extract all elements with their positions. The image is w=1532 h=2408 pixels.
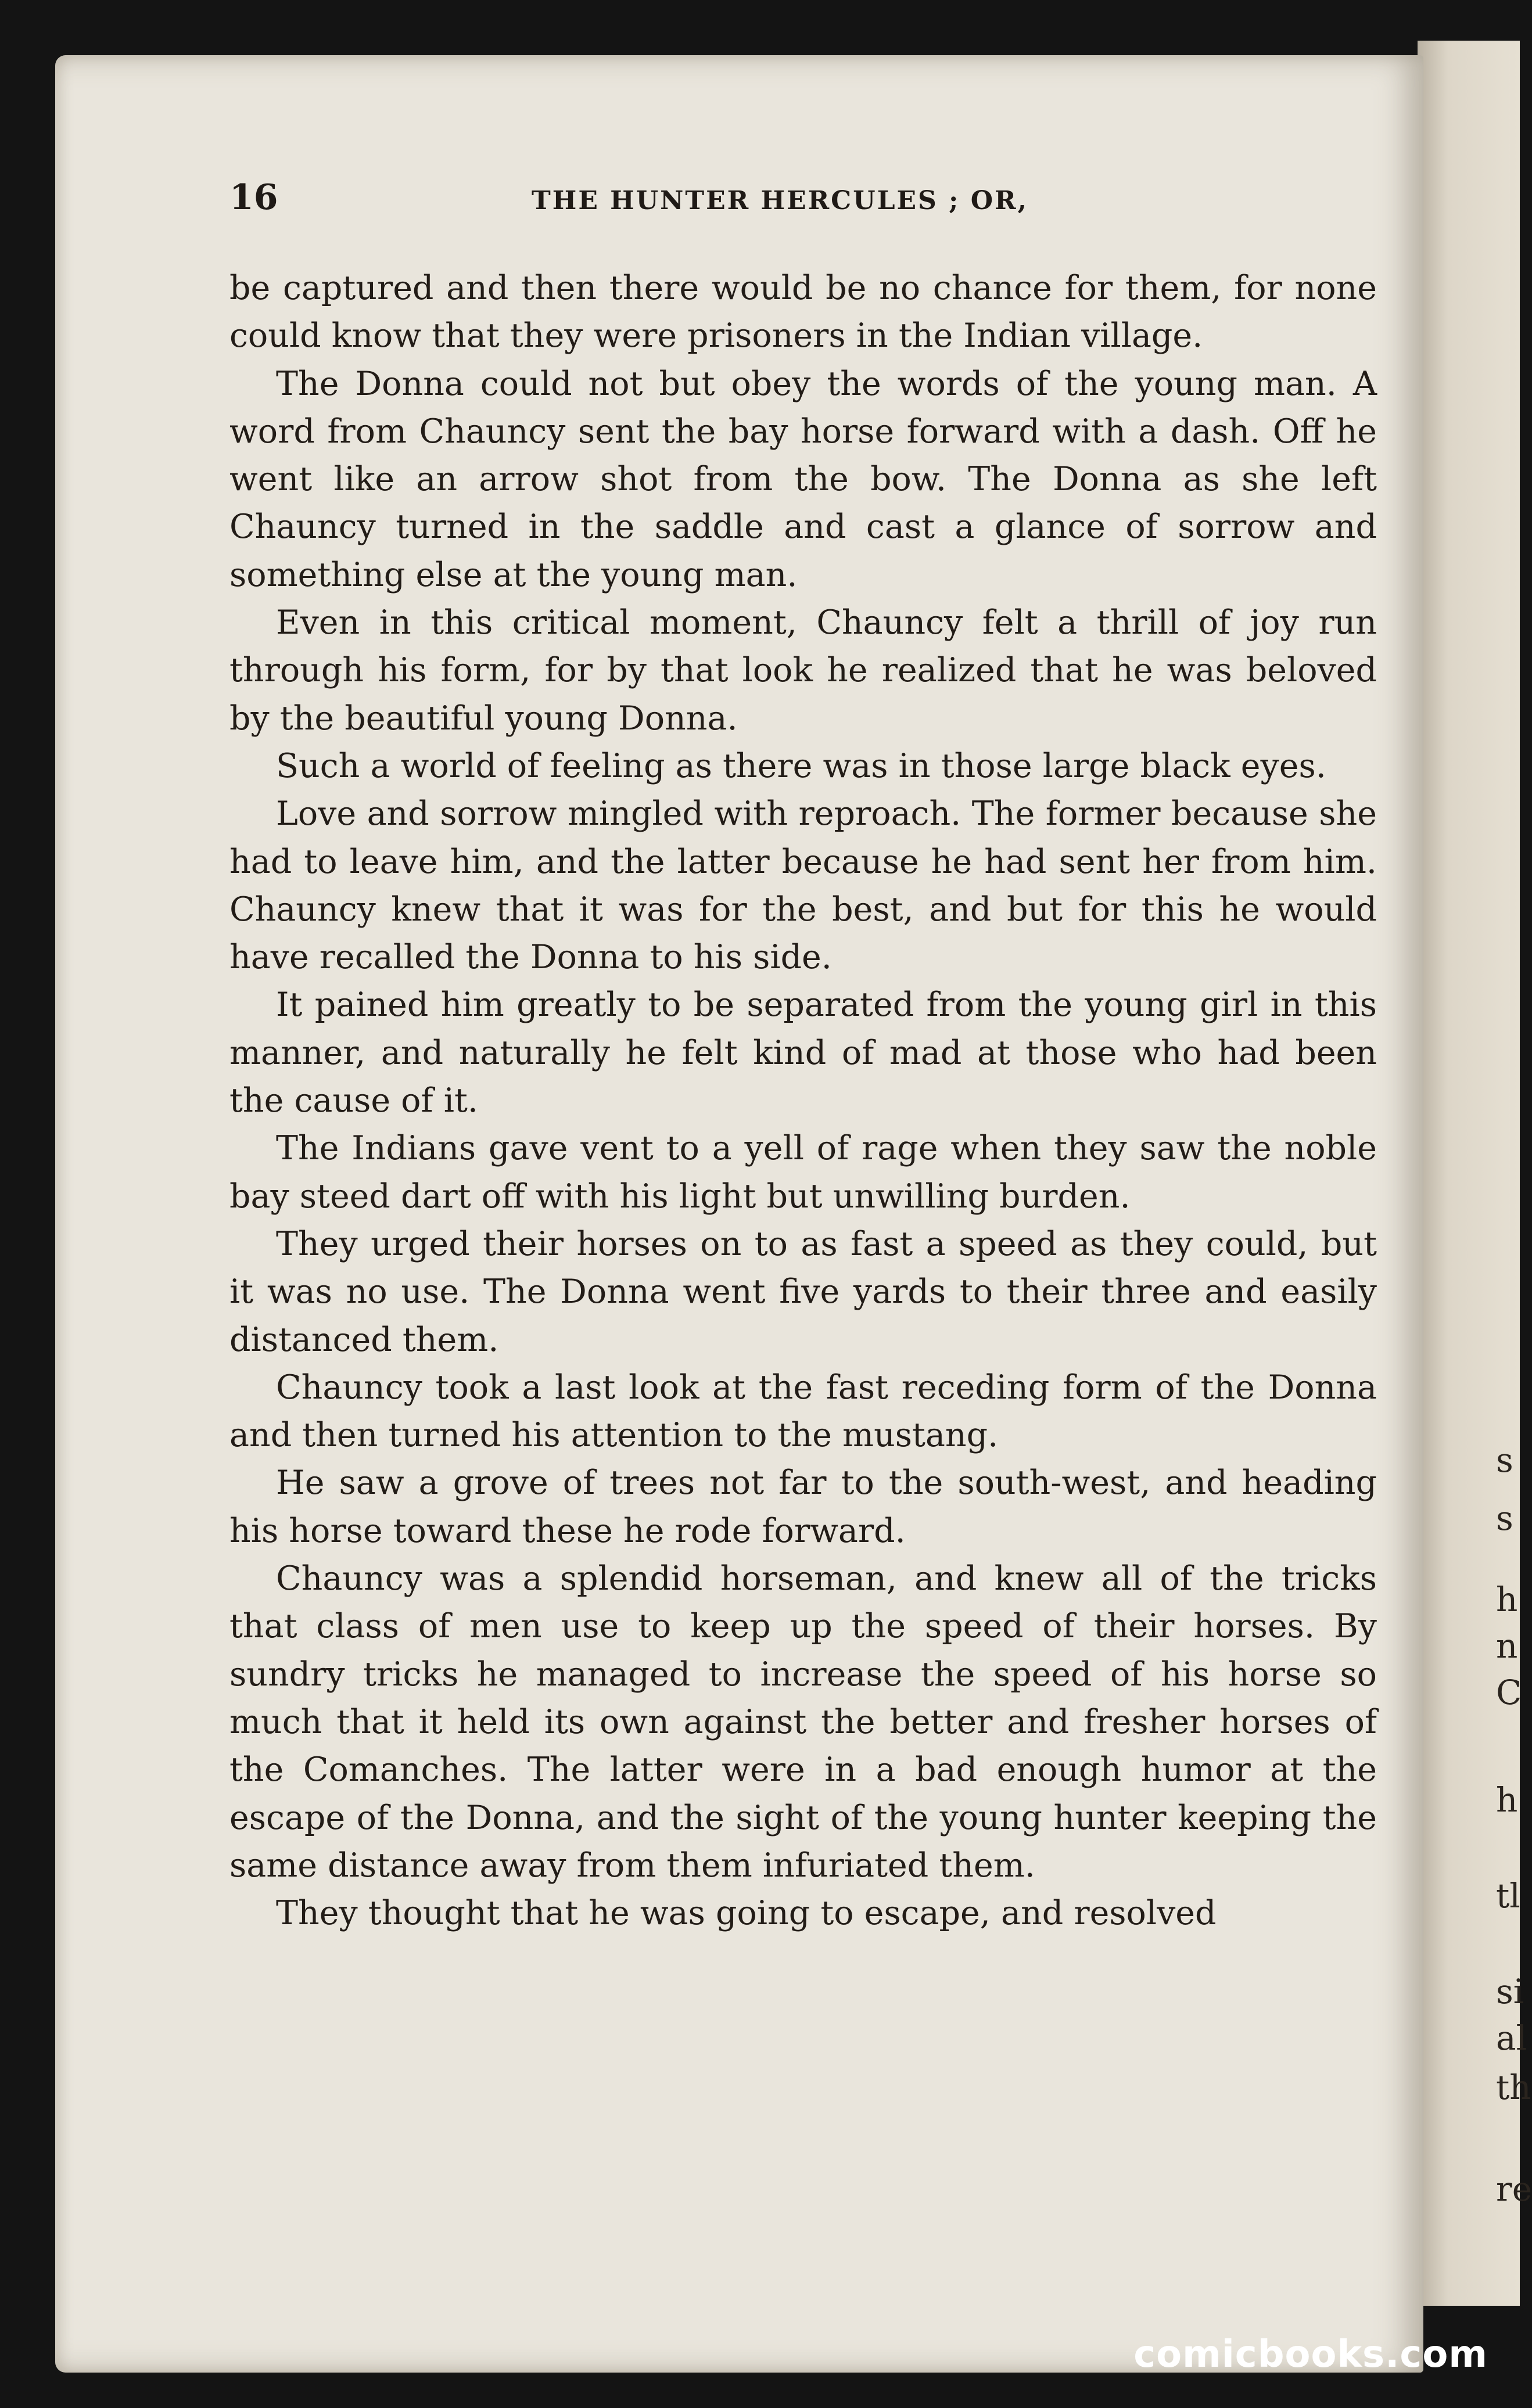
next-page-fragment: s (1496, 1498, 1513, 1538)
page-content (229, 177, 1426, 1937)
paragraph: The Donna could not but obey the words of the young man. A word from Chauncy sent the bay horse forward with a dash. Off he went like an arrow shot from the bow. The Donna as she left Chauncy turned in the saddle and cast a glance of sorrow and something else at the young man. (229, 364, 1377, 594)
next-page-fragment: h (1496, 1580, 1518, 1619)
paragraph: They urged their horses on to as fast a speed as they could, but it was no use. The Donna went five yards to their three and easily distanced them. (229, 1224, 1377, 1359)
paragraph: The Indians gave vent to a yell of rage when they saw the noble bay steed dart off with his light but unwilling burden. (229, 1129, 1377, 1216)
paragraph: He saw a grove of trees not far to the south-west, and heading his horse toward these he rode forward. (229, 1464, 1377, 1550)
next-page-fragment: al (1496, 2018, 1527, 2058)
paragraph: Even in this critical moment, Chauncy felt a thrill of joy run through his form, for by that look he realized that he was beloved by the beautiful young Donna. (229, 603, 1377, 738)
paragraph: They thought that he was going to escape, and resolved (276, 1894, 1217, 1933)
paragraph: Chauncy took a last look at the fast receding form of the Donna and then turned his attention to the mustang. (229, 1368, 1377, 1455)
running-head-title: THE HUNTER HERCULES ; OR, (532, 186, 1028, 215)
next-page-fragment: re (1496, 2169, 1532, 2209)
next-page-fragment: s (1496, 1440, 1513, 1480)
paragraph: Chauncy was a splendid horseman, and knew all of the tricks that class of men use to keep up the speed of their horses. By sundry tricks he managed to increase the speed of his horse so much that it held its own against the better and fresher horses of the Comanches. The latter were in a bad enough humor at the escape of the Donna, and the sight of the young hunter keeping the same distance away from them infuriated them. (229, 1559, 1377, 1885)
next-page-fragment: n (1496, 1626, 1518, 1666)
body-text (229, 264, 1377, 1937)
next-page-fragment: C (1496, 1673, 1522, 1712)
next-page-fragment: tl (1496, 1876, 1520, 1915)
paragraph: Such a world of feeling as there was in those large black eyes. (276, 746, 1326, 785)
next-page-fragment: si (1496, 1972, 1524, 2011)
next-page-fragment: th (1496, 2068, 1531, 2107)
site-watermark: comicbooks.com (1133, 2333, 1488, 2376)
paragraph: Love and sorrow mingled with reproach. The former because she had to leave him, and the latter because he had sent her from him. Chauncy knew that it was for the best, and but for this he would have recalled the Donna to his side. (229, 795, 1377, 977)
running-head (229, 177, 1426, 235)
next-page-fragment: h (1496, 1780, 1518, 1820)
book-page (55, 55, 1423, 2373)
paragraph: be captured and then there would be no chance for them, for none could know that they were prisoners in the Indian village. (229, 269, 1377, 355)
page-number: 16 (229, 177, 278, 218)
paragraph: It pained him greatly to be separated from the young girl in this manner, and naturally he felt kind of mad at those who had been the cause of it. (229, 986, 1377, 1120)
next-page-edge (1418, 41, 1532, 2306)
